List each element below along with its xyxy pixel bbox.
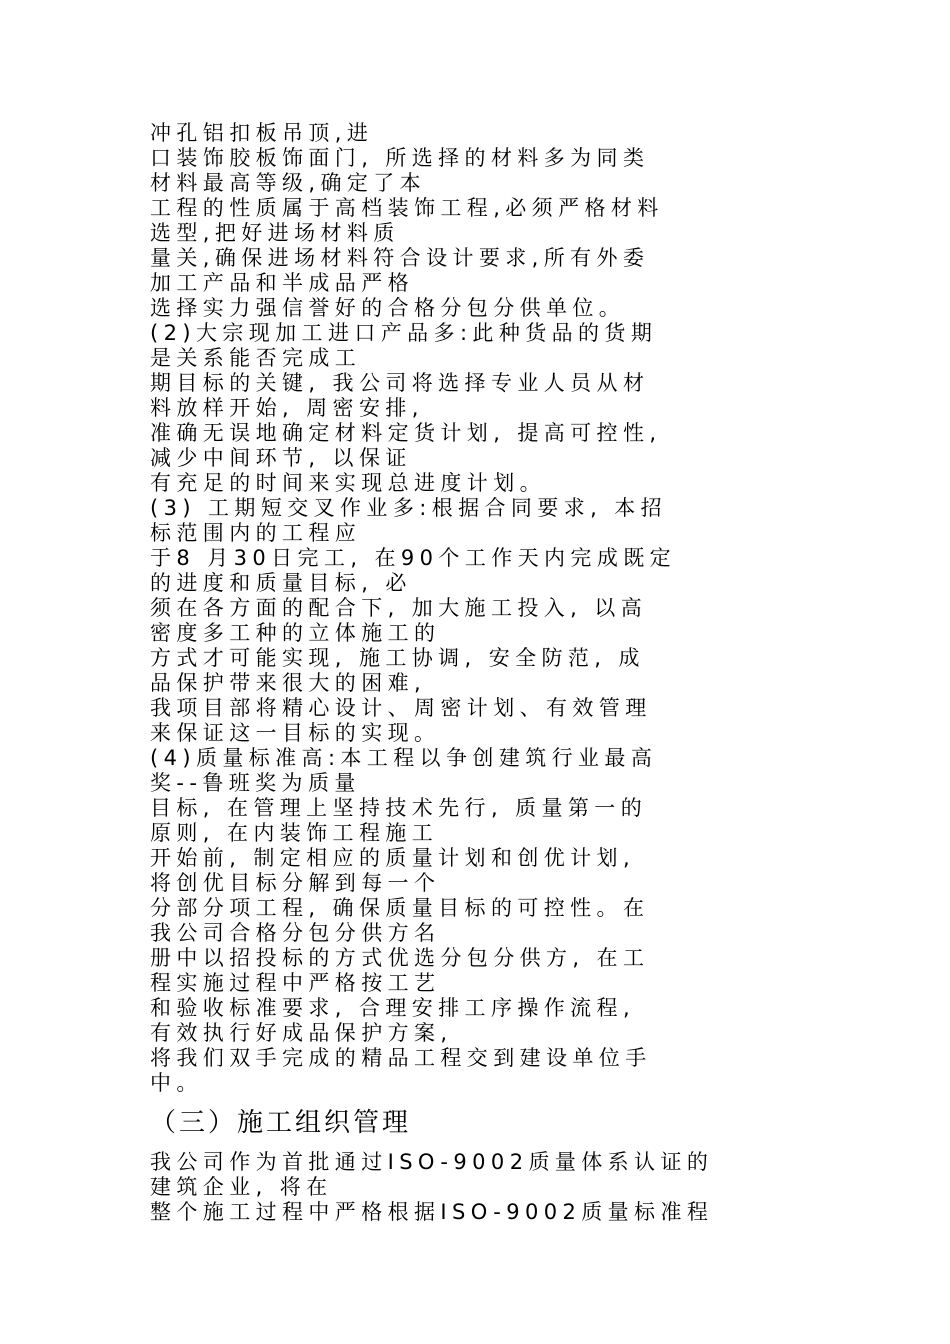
- text-line: 是关系能否完成工: [150, 346, 362, 370]
- text-line: 方式才可能实现, 施工协调, 安全防范, 成: [150, 646, 645, 670]
- text-line: 须在各方面的配合下, 加大施工投入, 以高: [150, 596, 648, 620]
- text-line: 程实施过程中严格按工艺: [150, 971, 441, 995]
- text-line: 将我们双手完成的精品工程交到建设单位手: [150, 1046, 652, 1070]
- paragraph-item-4: [150, 746, 810, 1096]
- text-line: 品保护带来很大的困难,: [150, 671, 427, 695]
- text-line: 冲孔铝扣板吊顶,进: [150, 121, 374, 145]
- text-line: 减少中间环节, 以保证: [150, 446, 412, 470]
- text-line: 密度多工种的立体施工的: [150, 621, 441, 645]
- text-line: 于8 月30日完工, 在90个工作天内完成既定: [150, 546, 677, 570]
- text-line: 册中以招投标的方式优选分包分供方, 在工: [150, 946, 650, 970]
- text-line: 加工产品和半成品严格: [150, 271, 414, 295]
- text-line: 有效执行好成品保护方案,: [150, 1021, 453, 1045]
- text-line: 口装饰胶板饰面门, 所选择的材料多为同类: [150, 146, 650, 170]
- text-line: 准确无误地确定材料定货计划, 提高可控性,: [150, 421, 662, 445]
- section-heading: （三）施工组织管理: [150, 1108, 412, 1138]
- text-line: 材料最高等级,确定了本: [150, 171, 427, 195]
- paragraph-item-3: [150, 496, 810, 746]
- text-line: 有充足的时间来实现总进度计划。: [150, 471, 546, 495]
- text-line: (3) 工期短交叉作业多:根据合同要求, 本招: [150, 496, 668, 520]
- text-line: 开始前, 制定相应的质量计划和创优计划,: [150, 846, 636, 870]
- text-line: (4)质量标准高:本工程以争创建筑行业最高: [150, 746, 658, 770]
- text-line: 分部分项工程, 确保质量目标的可控性。在: [150, 896, 650, 920]
- text-line: 目标, 在管理上坚持技术先行, 质量第一的: [150, 796, 648, 820]
- text-line: 料放样开始, 周密安排,: [150, 396, 424, 420]
- text-line: 我公司合格分包分供方名: [150, 921, 441, 945]
- text-line: 的进度和质量目标, 必: [150, 571, 412, 595]
- text-line: (2)大宗现加工进口产品多:此种货品的货期: [150, 321, 658, 345]
- paragraph-iso: [150, 1150, 810, 1225]
- text-line: 工程的性质属于高档装饰工程,必须严格材料: [150, 196, 664, 220]
- text-line: 选型,把好进场材料质: [150, 221, 400, 245]
- text-line: 我项目部将精心设计、周密计划、有效管理: [150, 696, 652, 720]
- text-line: 和验收标准要求, 合理安排工序操作流程,: [150, 996, 636, 1020]
- text-line: 将创优目标分解到每一个: [150, 871, 441, 895]
- text-line: 整个施工过程中严格根据ISO-9002质量标准程: [150, 1200, 714, 1224]
- text-line: 来保证这一目标的实现。: [150, 721, 441, 745]
- text-line: 我公司作为首批通过ISO-9002质量体系认证的: [150, 1150, 714, 1174]
- text-line: 期目标的关键, 我公司将选择专业人员从材: [150, 371, 650, 395]
- text-line: 标范围内的工程应: [150, 521, 362, 545]
- text-line: 原则, 在内装饰工程施工: [150, 821, 439, 845]
- document-body: [150, 121, 810, 1225]
- text-line: 量关,确保进场材料符合设计要求,所有外委: [150, 246, 650, 270]
- paragraph-item-2: [150, 321, 810, 496]
- text-line: 建筑企业, 将在: [150, 1175, 333, 1199]
- text-line: 选择实力强信誉好的合格分包分供单位。: [150, 296, 626, 320]
- paragraph-materials: [150, 121, 810, 321]
- text-line: 中。: [150, 1071, 203, 1095]
- text-line: 奖--鲁班奖为质量: [150, 771, 361, 795]
